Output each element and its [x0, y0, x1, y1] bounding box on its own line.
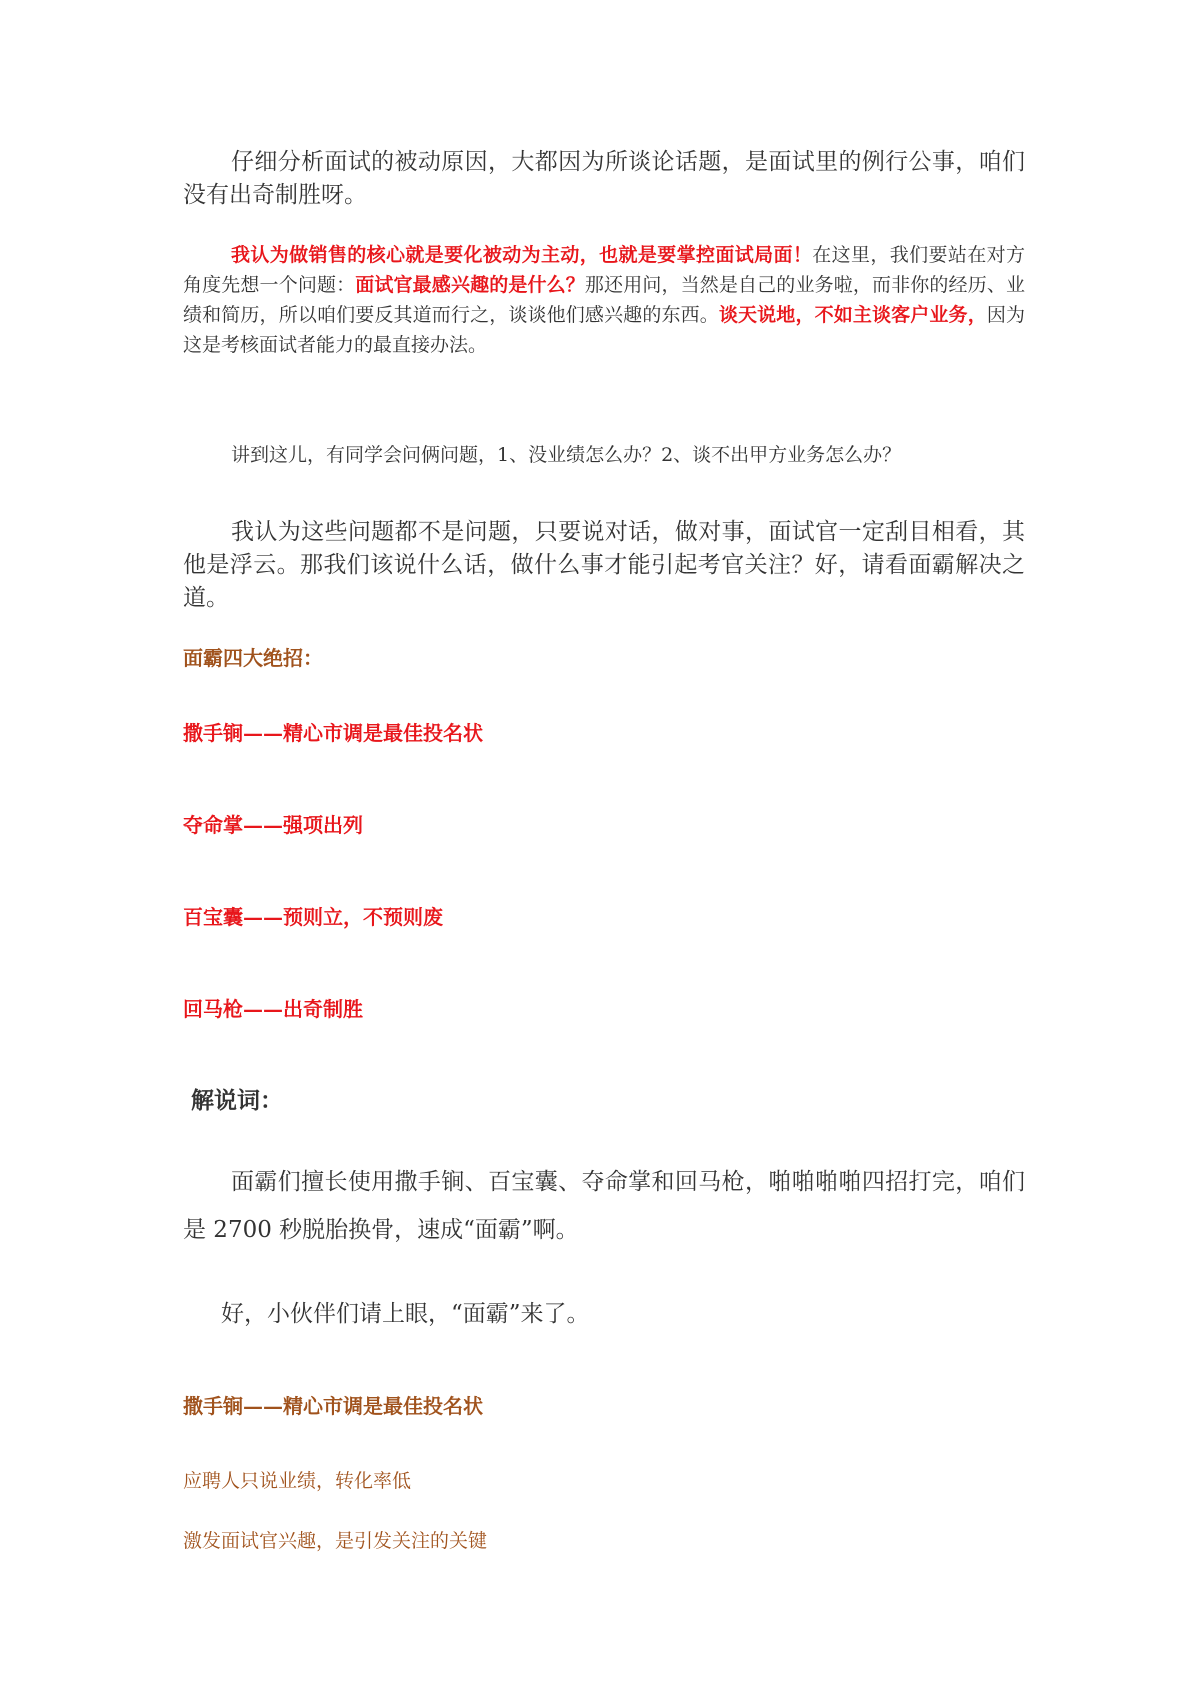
- commentary-paragraph-2: 好，小伙伴们请上眼，“面霸”来了。: [221, 1301, 590, 1327]
- paragraph-not-a-problem: 我认为这些问题都不是问题，只要说对话，做对事，面试官一定刮目相看，其他是浮云。那我们该说什么话，做什么事才能引起考官关注？好，请看面霸解决之道。: [183, 519, 1025, 611]
- paragraph-two-questions: 讲到这儿，有同学会问俩问题，1、没业绩怎么办？2、谈不出甲方业务怎么办？: [231, 444, 902, 466]
- move-item-1: 撒手锏——精心市调是最佳投名状: [183, 721, 483, 745]
- text-own-business: 那还用问，当然是自己的业务啦，而非你的经历、业绩和简历，所以咱们要反其道而行之，谈谈他们感兴趣的东西。: [183, 274, 1025, 326]
- highlight-core-idea: 我认为做销售的核心就是要化被动为主动，也就是要掌控面试局面！: [231, 244, 813, 266]
- commentary-paragraph-1: 面霸们擅长使用撒手锏、百宝囊、夺命掌和回马枪，啪啪啪啪四招打完，咱们是 2700 秒脱胎换骨，速成“面霸”啊。: [183, 1169, 1025, 1243]
- paragraph-core-of-sales: [183, 240, 1025, 360]
- highlight-talk-business: 谈天说地，不如主谈客户业务，: [718, 304, 987, 326]
- section-heading: 撒手锏——精心市调是最佳投名状: [183, 1394, 483, 1418]
- text-assessment: 因为这是考核面试者能力的最直接办法。: [183, 304, 1025, 356]
- text-perspective: 在这里，我们要站在对方角度先想一个问题：: [183, 244, 1025, 296]
- section-line-1: 应聘人只说业绩，转化率低: [183, 1470, 412, 1492]
- paragraph-passive-reasons: 仔细分析面试的被动原因，大都因为所谈论话题，是面试里的例行公事，咱们没有出奇制胜呀。: [183, 149, 1025, 208]
- move-item-4: 回马枪——出奇制胜: [183, 997, 363, 1021]
- move-item-2: 夺命掌——强项出列: [183, 813, 363, 837]
- highlight-interviewer-interest: 面试官最感兴趣的是什么？: [355, 274, 585, 296]
- commentary-heading: 解说词：: [191, 1087, 283, 1114]
- moves-title: 面霸四大绝招：: [183, 646, 323, 670]
- section-line-2: 激发面试官兴趣，是引发关注的关键: [183, 1530, 488, 1552]
- move-item-3: 百宝囊——预则立，不预则废: [183, 905, 443, 929]
